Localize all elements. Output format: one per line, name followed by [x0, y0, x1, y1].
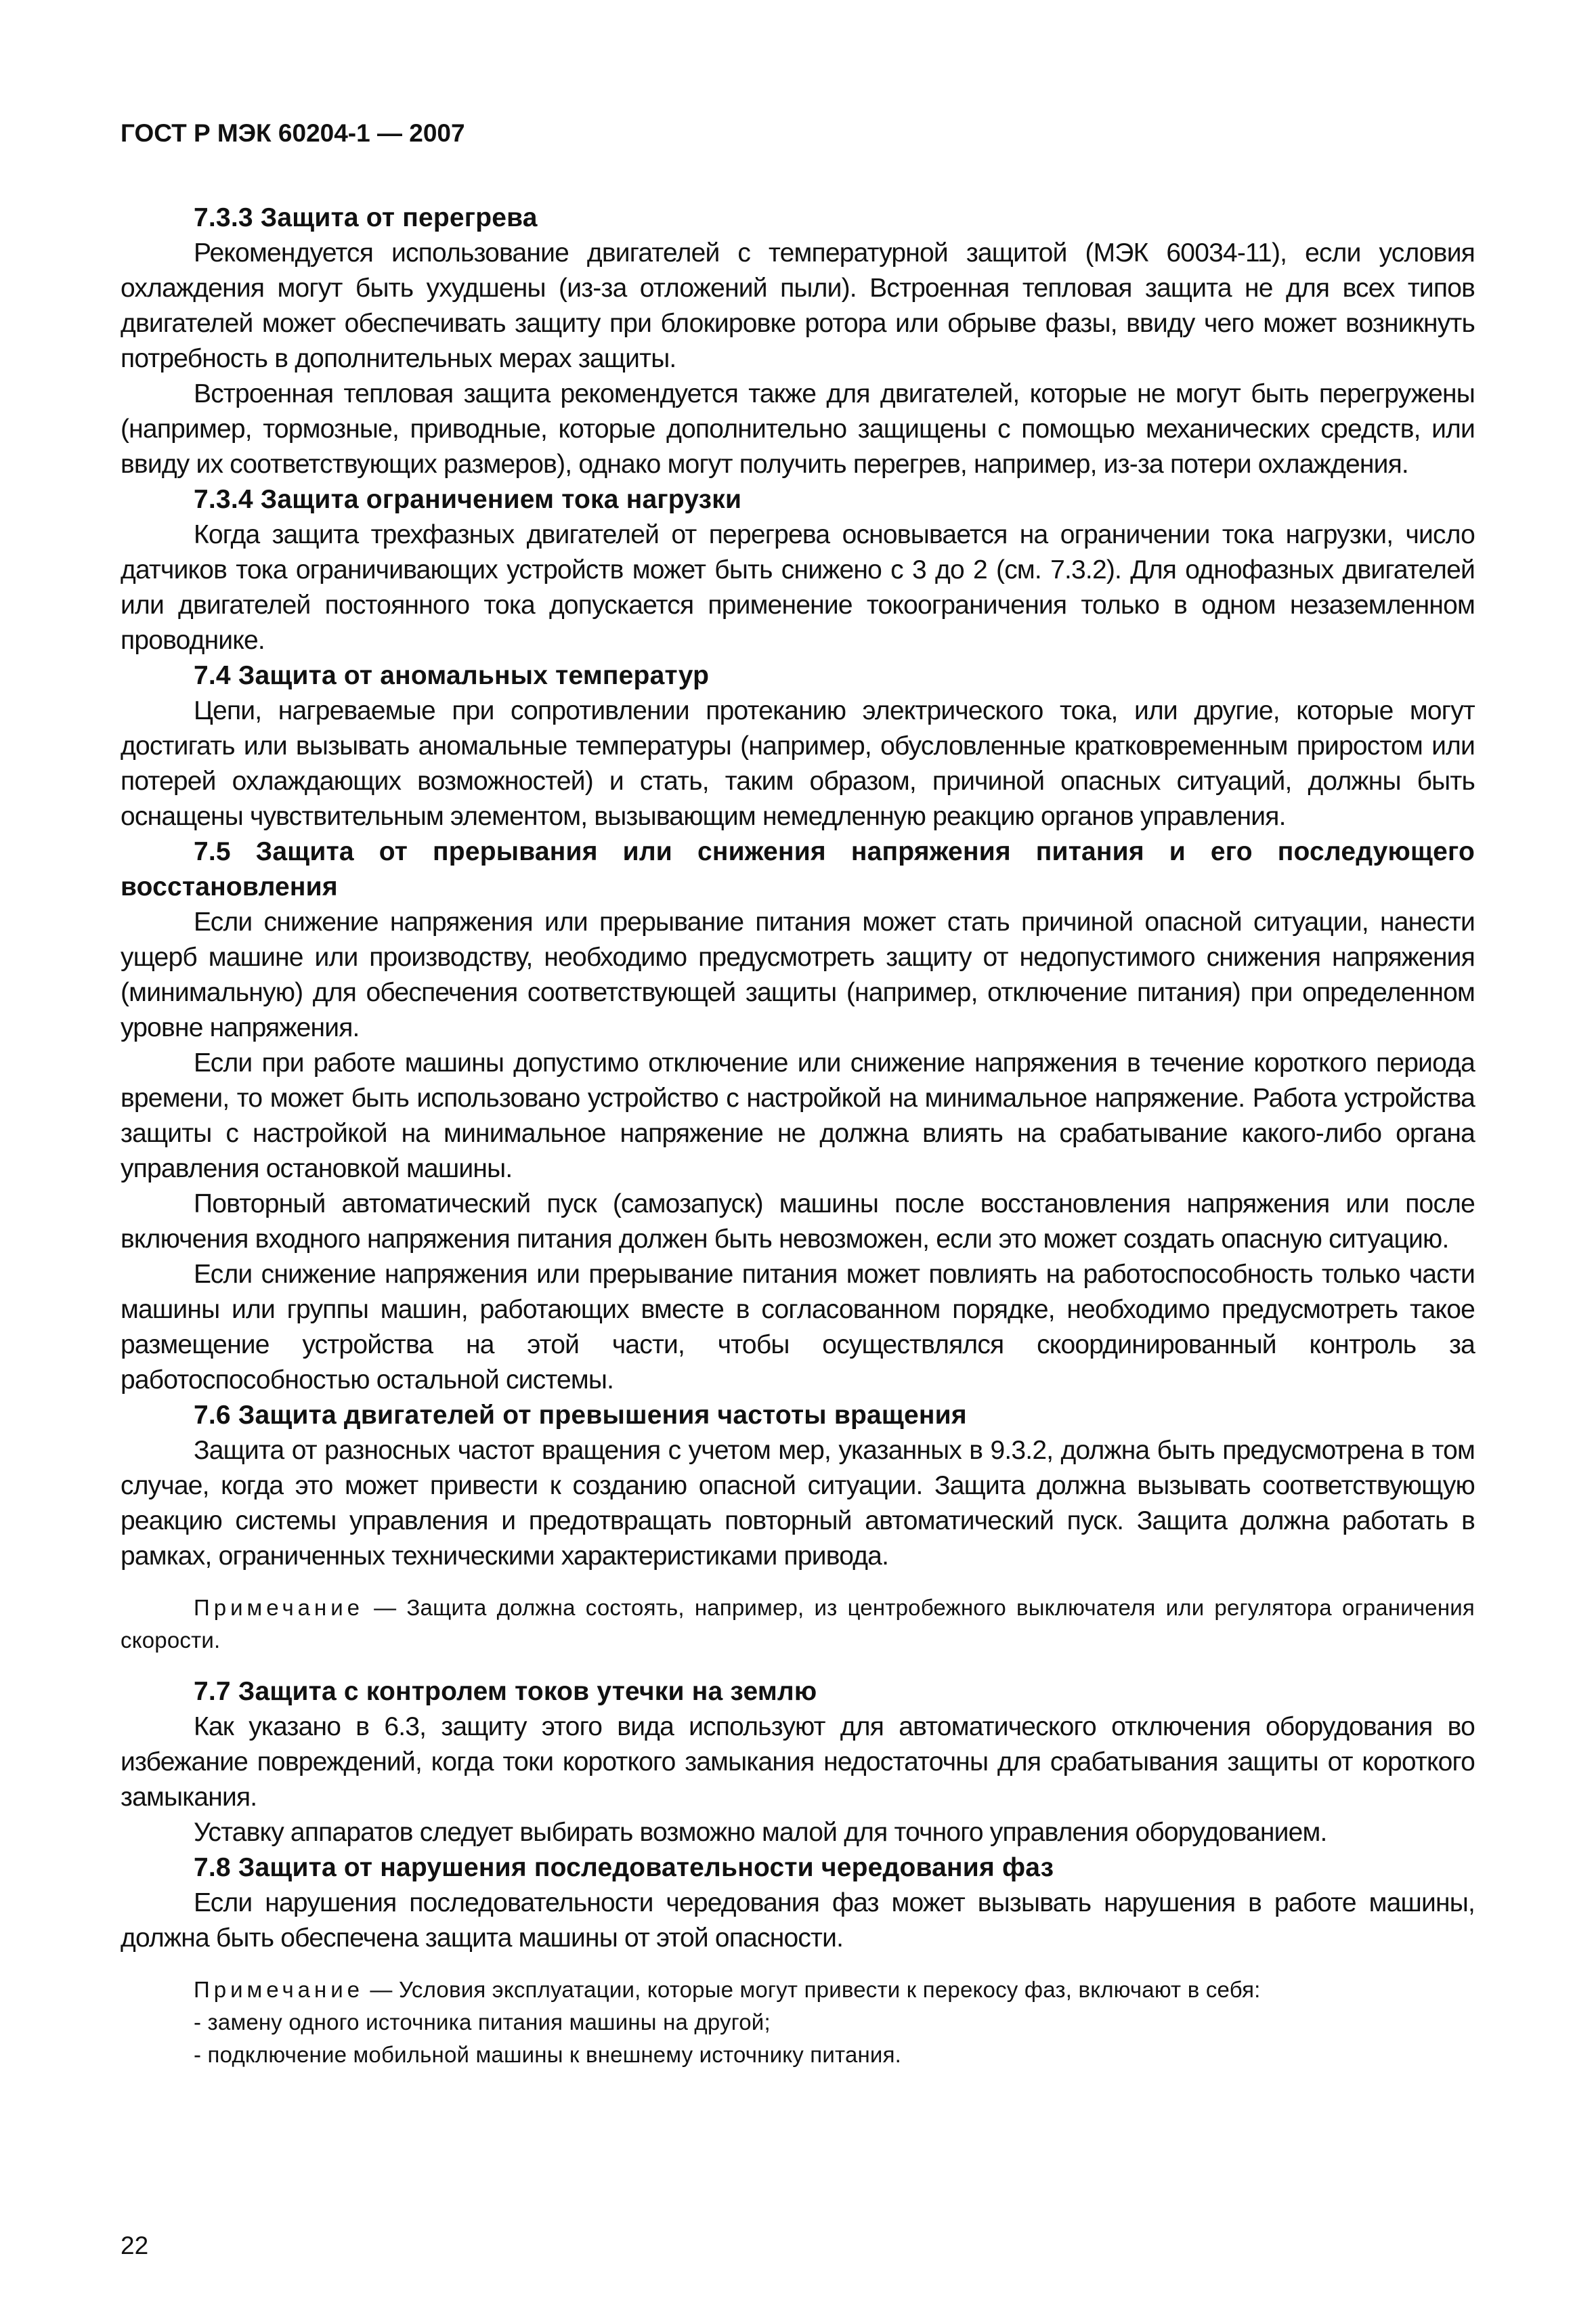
- paragraph: Встроенная тепловая защита рекомендуется также для двигателей, которые не могут быть перегружены (например, тормозные, приводные, которые дополнительно защищены с помощью механических средств, или ввиду их соответствующих размеров), однако могут получить перегрев, например, из-за потери охлаждения.: [121, 379, 1475, 479]
- section-7-6-title: 7.6 Защита двигателей от превышения частоты вращения: [194, 1401, 967, 1430]
- note-list: [121, 2006, 1475, 2071]
- note-list-item: - подключение мобильной машины к внешнему источнику питания.: [194, 2042, 902, 2067]
- note-list-item: - замену одного источника питания машины на другой;: [194, 2009, 771, 2035]
- note-lead: Примечание: [194, 1977, 364, 2002]
- section-7-5-title: 7.5 Защита от прерывания или снижения напряжения питания и его последующего восстановления: [121, 837, 1475, 901]
- paragraph: Когда защита трехфазных двигателей от перегрева основывается на ограничении тока нагрузки, число датчиков тока ограничивающих устройств может быть снижено с 3 до 2 (см. 7.3.2). Для однофазных двигателей или двигателей постоянного тока допускается применение токоограничения только в одном незаземленном проводнике.: [121, 520, 1475, 655]
- section-7-7-title: 7.7 Защита с контролем токов утечки на землю: [194, 1677, 817, 1706]
- section-7-8-title: 7.8 Защита от нарушения последовательности чередования фаз: [194, 1853, 1054, 1882]
- document-header: ГОСТ Р МЭК 60204-1 — 2007: [121, 119, 465, 147]
- note: [121, 1592, 1475, 1657]
- paragraph: Цепи, нагреваемые при сопротивлении протеканию электрического тока, или другие, которые могут достигать или вызывать аномальные температуры (например, обусловленные кратковременным приростом или потерей охлаждающих возможностей) и стать, таким образом, причиной опасных ситуаций, должны быть оснащены чувствительным элементом, вызывающим немедленную реакцию органов управления.: [121, 696, 1475, 831]
- note-lead: Примечание: [194, 1595, 364, 1620]
- paragraph: Если снижение напряжения или прерывание питания может стать причиной опасной ситуации, нанести ущерб машине или производству, необходимо предусмотреть защиту от недопустимого снижения напряжения (минимальную) для обеспечения соответствующей защиты (например, отключение питания) при определенном уровне напряжения.: [121, 908, 1475, 1042]
- note-text: — Условия эксплуатации, которые могут привести к перекосу фаз, включают в себя:: [364, 1977, 1261, 2002]
- document-body: [121, 200, 1475, 2071]
- paragraph: Если снижение напряжения или прерывание питания может повлиять на работоспособность только части машины или группы машин, работающих вместе в согласованном порядке, необходимо предусмотреть такое размещение устройства на этой части, чтобы осуществлялся скоординированный контроль за работоспособностью остальной системы.: [121, 1260, 1475, 1395]
- paragraph: Как указано в 6.3, защиту этого вида используют для автоматического отключения оборудования во избежание повреждений, когда токи короткого замыкания недостаточны для срабатывания защиты от короткого замыкания.: [121, 1712, 1475, 1812]
- section-7-4-title: 7.4 Защита от аномальных температур: [194, 661, 710, 690]
- page-number: 22: [121, 2232, 149, 2259]
- paragraph: Если нарушения последовательности чередования фаз может вызывать нарушения в работе машины, должна быть обеспечена защита машины от этой опасности.: [121, 1888, 1475, 1953]
- paragraph: Рекомендуется использование двигателей с температурной защитой (МЭК 60034-11), если условия охлаждения могут быть ухудшены (из-за отложений пыли). Встроенная тепловая защита не для всех типов двигателей может обеспечивать защиту при блокировке ротора или обрыве фазы, ввиду чего может возникнуть потребность в дополнительных мерах защиты.: [121, 238, 1475, 373]
- note: [121, 1974, 1475, 2006]
- note-text: — Защита должна состоять, например, из центробежного выключателя или регулятора ограничения скорости.: [121, 1595, 1475, 1653]
- paragraph: Защита от разносных частот вращения с учетом мер, указанных в 9.3.2, должна быть предусмотрена в том случае, когда это может привести к созданию опасной ситуации. Защита должна вызывать соответствующую реакцию системы управления и предотвращать повторный автоматический пуск. Защита должна работать в рамках, ограниченных техническими характеристиками привода.: [121, 1436, 1475, 1571]
- section-7-3-4-title: 7.3.4 Защита ограничением тока нагрузки: [194, 485, 742, 514]
- section-7-3-3-title: 7.3.3 Защита от перегрева: [194, 203, 538, 232]
- paragraph: Если при работе машины допустимо отключение или снижение напряжения в течение короткого периода времени, то может быть использовано устройство с настройкой на минимальное напряжение. Работа устройства защиты с настройкой на минимальное напряжение не должна влиять на срабатывание какого-либо органа управления остановкой машины.: [121, 1048, 1475, 1183]
- paragraph: Повторный автоматический пуск (самозапуск) машины после восстановления напряжения или после включения входного напряжения питания должен быть невозможен, если это может создать опасную ситуацию.: [121, 1189, 1475, 1254]
- paragraph: Уставку аппаратов следует выбирать возможно малой для точного управления оборудованием.: [194, 1818, 1327, 1847]
